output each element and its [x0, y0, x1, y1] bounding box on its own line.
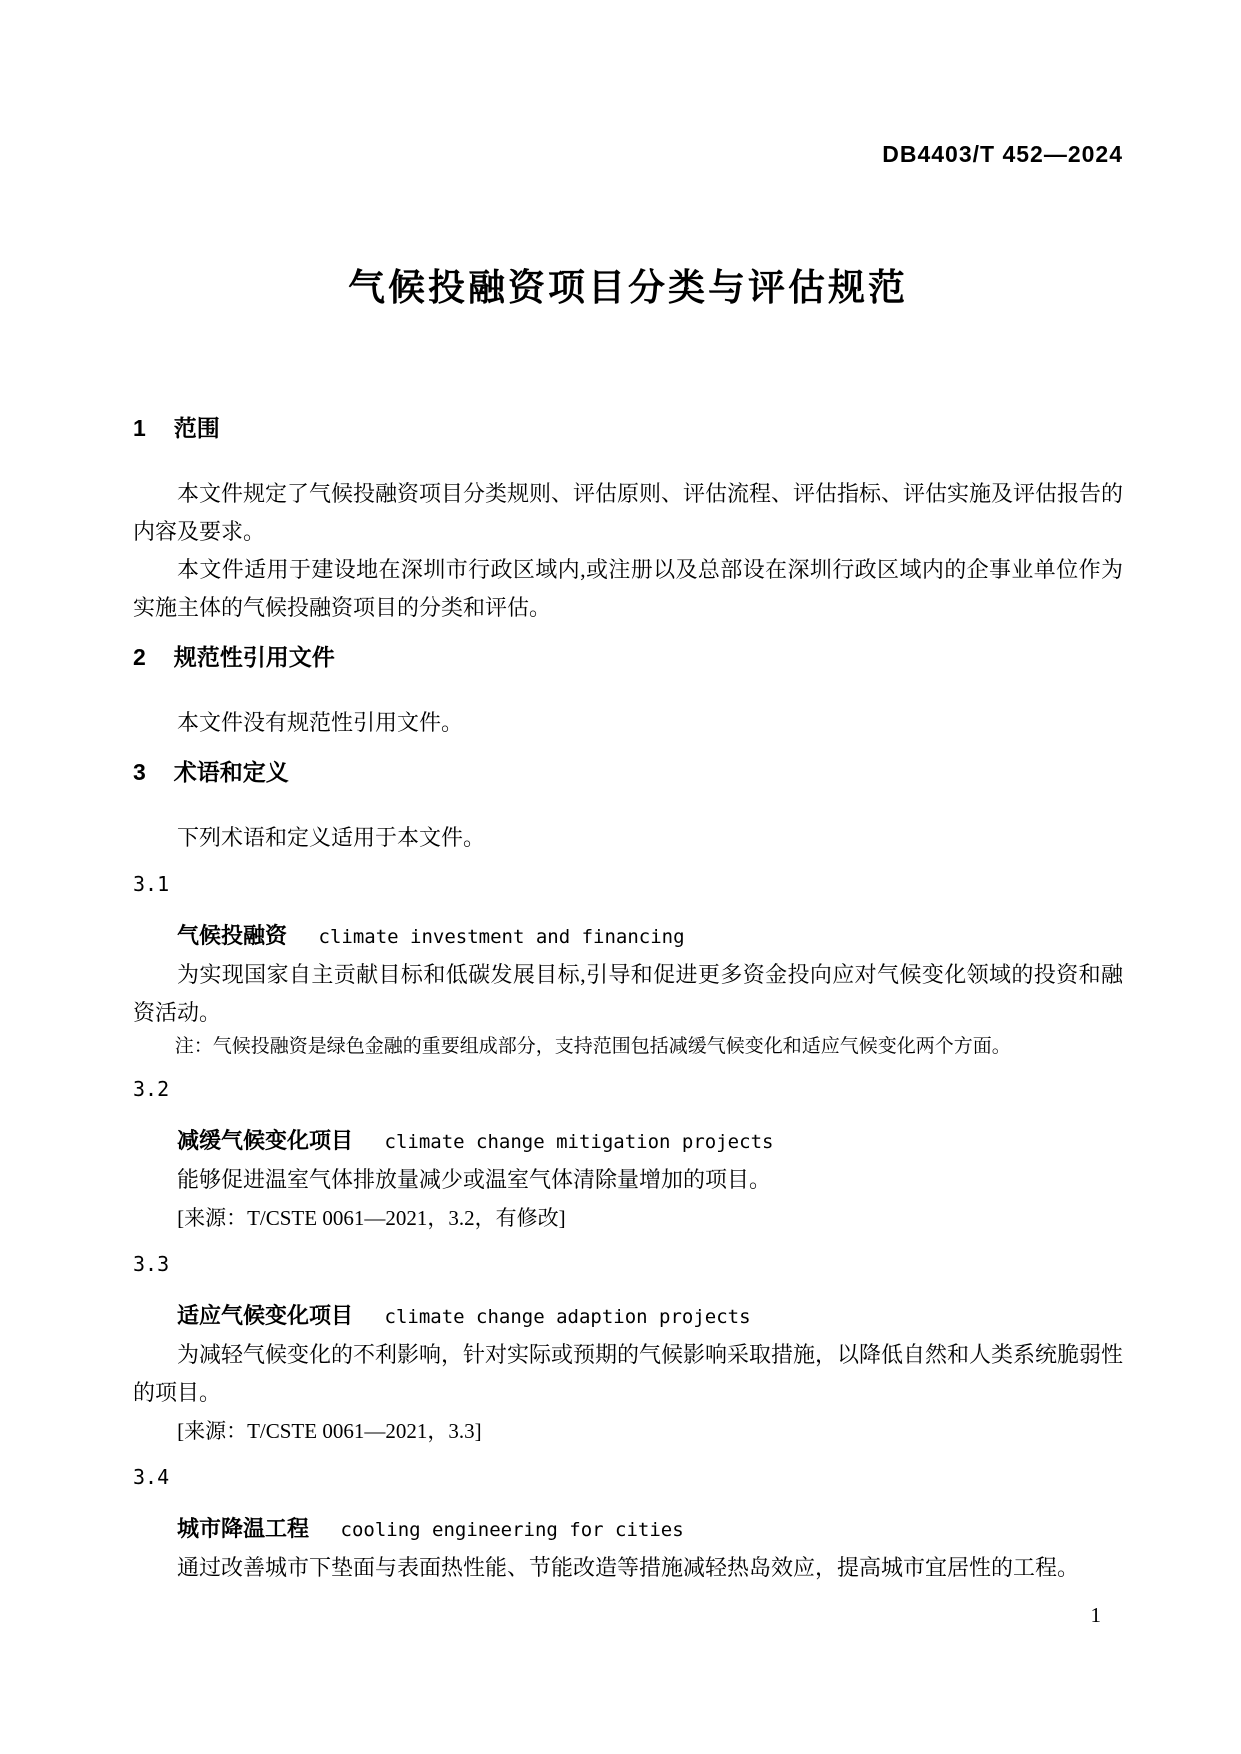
term-name-en: climate change adaption projects: [384, 1306, 751, 1328]
term-definition: 通过改善城市下垫面与表面热性能、节能改造等措施减轻热岛效应，提高城市宜居性的工程。: [177, 1555, 1080, 1580]
term-id: 3.4: [133, 1465, 170, 1489]
section-number: 3: [133, 759, 146, 785]
term-name-en: climate change mitigation projects: [384, 1131, 774, 1153]
term-name-zh: 适应气候变化项目: [177, 1303, 354, 1328]
standard-code: DB4403/T 452—2024: [882, 141, 1123, 167]
term-name-zh: 气候投融资: [177, 923, 288, 948]
term-source: [来源：T/CSTE 0061—2021，3.2，有修改]: [177, 1206, 566, 1230]
section-number: 1: [133, 415, 146, 441]
term-name-zh: 城市降温工程: [177, 1516, 310, 1541]
term-definition: 能够促进温室气体排放量减少或温室气体清除量增加的项目。: [177, 1167, 772, 1192]
term-heading: [133, 1297, 1123, 1336]
term-definition: 为减轻气候变化的不利影响，针对实际或预期的气候影响采取措施，以降低自然和人类系统脆弱性的项目。: [133, 1342, 1124, 1405]
term-id: 3.1: [133, 872, 170, 896]
term-entry-3-1: [133, 872, 1123, 1062]
term-heading: [133, 1510, 1123, 1549]
term-id: 3.2: [133, 1077, 170, 1101]
section-heading-scope: [133, 415, 1123, 441]
term-note: 注：气候投融资是绿色金融的重要组成部分，支持范围包括减缓气候变化和适应气候变化两个方面。: [174, 1036, 1011, 1057]
term-definition: 为实现国家自主贡献目标和低碳发展目标,引导和促进更多资金投向应对气候变化领域的投资和融资活动。: [133, 962, 1123, 1025]
term-id: 3.3: [133, 1252, 170, 1276]
section-title: 规范性引用文件: [173, 644, 335, 670]
term-entry-3-3: [133, 1252, 1123, 1450]
term-source: [来源：T/CSTE 0061—2021，3.3]: [177, 1419, 482, 1443]
paragraph: 本文件没有规范性引用文件。: [177, 710, 464, 735]
term-name-en: climate investment and financing: [318, 926, 685, 948]
term-heading: [133, 1122, 1123, 1161]
section-heading-terms: [133, 759, 1123, 785]
section-title: 术语和定义: [173, 759, 289, 785]
paragraph: 本文件适用于建设地在深圳市行政区域内,或注册以及总部设在深圳行政区域内的企事业单位作为实施主体的气候投融资项目的分类和评估。: [133, 557, 1123, 620]
term-entry-3-2: [133, 1077, 1123, 1237]
section-title: 范围: [173, 415, 220, 441]
term-entry-3-4: [133, 1465, 1123, 1587]
section-body-scope: [133, 475, 1123, 627]
section-heading-normative-references: [133, 644, 1123, 670]
page-number: 1: [1090, 1603, 1101, 1627]
section-body-normative-references: [133, 704, 1123, 742]
paragraph: 下列术语和定义适用于本文件。: [177, 825, 486, 850]
section-body-terms: [133, 819, 1123, 857]
term-heading: [133, 917, 1123, 956]
section-number: 2: [133, 644, 146, 670]
term-name-zh: 减缓气候变化项目: [177, 1128, 354, 1153]
paragraph: 本文件规定了气候投融资项目分类规则、评估原则、评估流程、评估指标、评估实施及评估报告的内容及要求。: [133, 481, 1124, 544]
term-name-en: cooling engineering for cities: [340, 1519, 684, 1541]
document-title: 气候投融资项目分类与评估规范: [348, 267, 908, 308]
